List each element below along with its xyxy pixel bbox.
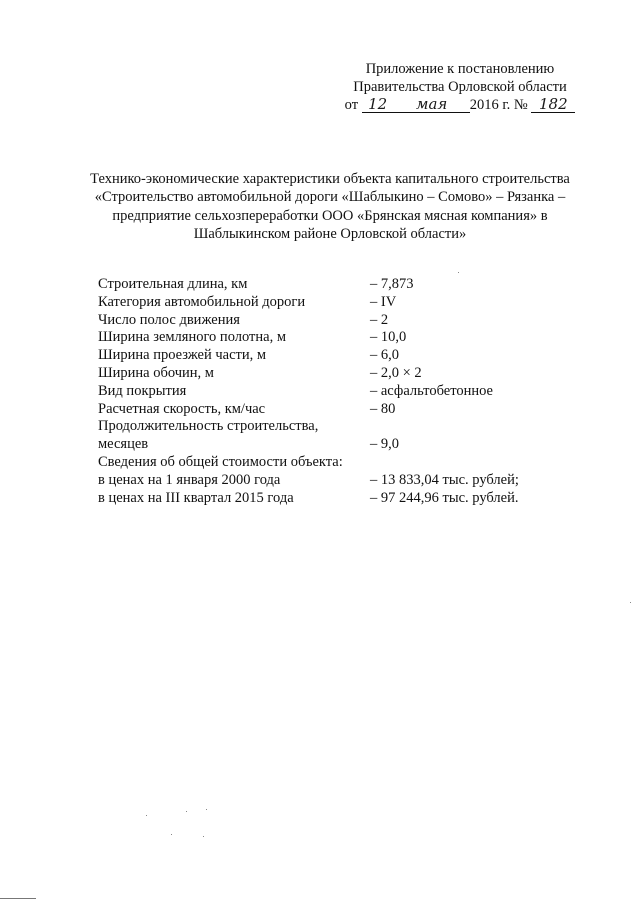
scan-speck [146,815,147,816]
spec-label: Категория автомобильной дороги [98,293,306,310]
spec-row [98,383,558,401]
spec-value: – 2,0 × 2 [370,364,422,381]
date-month: мая [394,96,470,113]
spec-value: – 13 833,04 тыс. рублей; [370,471,519,488]
spec-label: Сведения об общей стоимости объекта: [98,453,343,470]
spec-label: Строительная длина, км [98,276,248,292]
spec-row [98,347,558,365]
spec-label: Расчетная скорость, км/час [98,400,266,417]
header-line-1: Приложение к постановлению [365,61,555,77]
spec-row [98,329,558,347]
spec-label: в ценах на 1 января 2000 года [98,471,281,488]
spec-row [98,276,558,294]
spec-row [98,294,558,312]
spec-row [98,312,558,330]
scan-speck [458,272,459,273]
spec-row [98,418,558,436]
date-prefix: от [344,97,359,113]
spec-row [98,436,558,454]
document-title: Технико-экономические характеристики объекта капитального строительства «Строительство автомобильной дороги «Шаблыкино – Сомово» – Рязанка – предприятие сельхозпереработки ООО «Брянская мясная компания» в Шаблыкинском районе Орловской области» [90,171,570,243]
spec-label: Продолжительность строительства, [98,418,319,435]
scan-edge-mark [0,898,36,899]
scan-speck [186,811,187,812]
specs-list [98,276,558,507]
decree-number: 182 [531,96,575,113]
spec-label: месяцев [98,436,149,453]
spec-row [98,472,558,490]
spec-label: Число полос движения [98,311,240,328]
spec-row [98,365,558,383]
date-day: 12 [362,96,394,113]
header-dateline [330,96,590,114]
scan-speck [630,602,631,603]
spec-value: – 6,0 [370,347,399,364]
spec-row [98,401,558,419]
scan-speck [206,809,207,810]
spec-label: в ценах на III квартал 2015 года [98,489,294,506]
spec-label: Ширина обочин, м [98,364,214,381]
spec-value: – IV [370,293,397,310]
spec-value: – 9,0 [370,436,399,453]
scan-speck [203,836,204,837]
spec-label: Вид покрытия [98,382,187,399]
spec-label: Ширина проезжей части, м [98,347,267,364]
spec-row [98,490,558,508]
scan-speck [171,834,172,835]
spec-row [98,454,558,472]
appendix-header [330,60,590,114]
spec-value: – 2 [370,311,389,328]
spec-label: Ширина земляного полотна, м [98,329,287,346]
spec-value: – 80 [370,400,396,417]
header-line-2: Правительства Орловской области [353,79,567,95]
spec-value: – 10,0 [370,329,407,346]
spec-value: – 7,873 [370,276,414,292]
date-year: 2016 г. № [469,97,528,113]
spec-value: – асфальтобетонное [370,382,493,399]
spec-value: – 97 244,96 тыс. рублей. [370,489,519,506]
